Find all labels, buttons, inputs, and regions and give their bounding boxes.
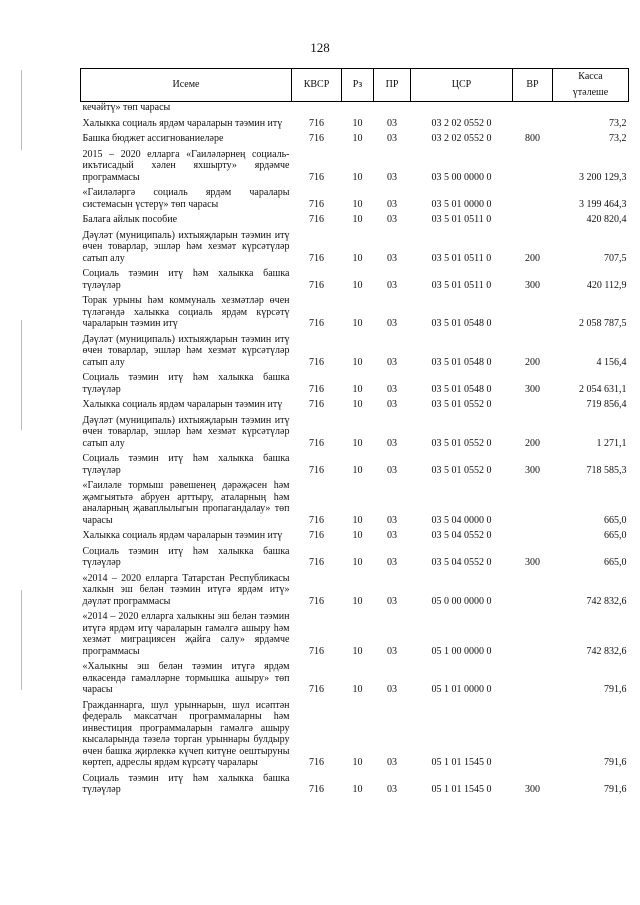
row-rz-cell: 10	[352, 437, 363, 449]
row-vr-cell	[513, 212, 553, 228]
header-vr: ВР	[513, 69, 553, 102]
row-kvsr-cell: 716	[309, 117, 324, 129]
row-pr-cell: 03	[387, 214, 397, 225]
row-vr-cell: 300	[525, 383, 540, 395]
row-name-cell: Башка бюджет ассигнованиеләре	[82, 133, 224, 144]
table-row	[81, 147, 629, 186]
row-vr-cell	[513, 698, 553, 771]
table-row	[81, 185, 629, 212]
row-csr-cell: 03 2 02 0552 0	[431, 117, 492, 129]
row-amount-cell: 791,6	[604, 684, 627, 695]
table-row	[81, 698, 629, 771]
row-vr-cell: 300	[525, 279, 540, 291]
row-vr-cell: 200	[525, 437, 540, 449]
row-csr-cell: 03 5 01 0511 0	[431, 214, 492, 225]
row-name-cell: «2014 – 2020 елларга халыкны эш белән тәэмин итүгә ярдәм итү чараларын гамәлгә ашыру һәм хезмәт миграциясен җайга салу» ярдәмче программасы	[82, 611, 290, 657]
row-pr-cell: 03	[387, 356, 397, 368]
row-name-cell: Балага айлык пособие	[82, 214, 178, 225]
row-amount-cell: 2 054 631,1	[579, 383, 627, 395]
table-row	[81, 571, 629, 610]
row-vr-cell	[513, 528, 553, 544]
table-row	[81, 370, 629, 397]
row-name-cell: Социаль тәэмин итү һәм халыкка башка түләүләр	[82, 268, 290, 291]
row-kvsr-cell: 716	[309, 595, 324, 607]
row-csr-cell: 05 1 00 0000 0	[431, 645, 492, 657]
row-name-cell: Халыкка социаль ярдәм чараларын тәэмин итү	[82, 399, 283, 410]
row-rz-cell: 10	[352, 171, 363, 183]
row-pr-cell: 03	[387, 383, 397, 395]
row-amount-cell: 2 058 787,5	[579, 318, 627, 329]
row-amount-cell: 665,0	[604, 514, 627, 526]
row-csr-cell: 05 1 01 0000 0	[431, 684, 492, 695]
row-pr-cell: 03	[387, 514, 397, 526]
table-row	[81, 293, 629, 332]
row-vr-cell	[513, 478, 553, 528]
row-kvsr-cell: 716	[309, 383, 324, 395]
row-kvsr-cell: 716	[309, 757, 324, 768]
row-amount-cell: 742 832,6	[586, 595, 627, 607]
margin-line	[21, 320, 22, 430]
row-kvsr-cell: 716	[309, 399, 324, 410]
row-name-cell: Халыкка социаль ярдәм чараларын тәэмин итү	[82, 117, 283, 129]
row-name-cell: Социаль тәэмин итү һәм халыкка башка түләүләр	[82, 372, 290, 395]
continuation-text: кечәйтү» төп чарасы	[82, 102, 171, 113]
row-kvsr-cell: 716	[309, 784, 324, 795]
row-name-cell: Дәүләт (муниципаль) ихтыяҗларын тәэмин итү өчен товарлар, эшләр һәм хезмәт күрсәтүләр сатып алу	[82, 414, 290, 449]
row-rz-cell: 10	[352, 684, 363, 695]
row-vr-cell	[513, 659, 553, 698]
row-pr-cell: 03	[387, 757, 397, 768]
row-name-cell: Дәүләт (муниципаль) ихтыяҗларын тәэмин итү өчен товарлар, эшләр һәм хезмәт күрсәтүләр сатып алу	[82, 229, 290, 264]
row-kvsr-cell: 716	[309, 684, 324, 695]
row-amount-cell: 718 585,3	[586, 464, 627, 476]
table-row	[81, 332, 629, 371]
header-rz: Рз	[342, 69, 374, 102]
row-pr-cell: 03	[387, 645, 397, 657]
row-amount-cell: 420 112,9	[586, 279, 627, 291]
row-vr-cell	[513, 147, 553, 186]
row-rz-cell: 10	[352, 133, 363, 144]
row-pr-cell: 03	[387, 437, 397, 449]
row-pr-cell: 03	[387, 399, 397, 410]
row-name-cell: Социаль тәэмин итү һәм халыкка башка түләүләр	[82, 453, 290, 476]
row-vr-cell: 300	[525, 784, 540, 795]
row-vr-cell: 300	[525, 464, 540, 476]
row-pr-cell: 03	[387, 684, 397, 695]
row-amount-cell: 420 820,4	[586, 214, 627, 225]
row-vr-cell	[513, 609, 553, 659]
row-vr-cell	[513, 116, 553, 132]
header-name: Исеме	[81, 69, 292, 102]
row-kvsr-cell: 716	[309, 318, 324, 329]
margin-line	[21, 70, 22, 150]
row-pr-cell: 03	[387, 530, 397, 541]
row-kvsr-cell: 716	[309, 437, 324, 449]
row-amount-cell: 3 200 129,3	[579, 171, 627, 183]
row-pr-cell: 03	[387, 117, 397, 129]
row-csr-cell: 03 5 00 0000 0	[431, 171, 492, 183]
row-csr-cell: 05 1 01 1545 0	[431, 757, 492, 768]
table-row	[81, 413, 629, 452]
header-kassa: Касса үтәлеше	[553, 69, 629, 102]
row-csr-cell: 03 5 01 0552 0	[431, 399, 492, 410]
row-rz-cell: 10	[352, 383, 363, 395]
row-pr-cell: 03	[387, 198, 397, 210]
row-amount-cell: 665,0	[604, 557, 627, 568]
row-vr-cell: 300	[525, 557, 540, 568]
row-rz-cell: 10	[352, 117, 363, 129]
row-rz-cell: 10	[352, 198, 363, 210]
table-row	[81, 609, 629, 659]
row-csr-cell: 05 1 01 1545 0	[431, 784, 492, 795]
row-amount-cell: 719 856,4	[586, 399, 627, 410]
row-amount-cell: 1 271,1	[596, 437, 627, 449]
row-rz-cell: 10	[352, 464, 363, 476]
row-rz-cell: 10	[352, 356, 363, 368]
row-csr-cell: 05 0 00 0000 0	[431, 595, 492, 607]
row-pr-cell: 03	[387, 279, 397, 291]
row-rz-cell: 10	[352, 557, 363, 568]
row-pr-cell: 03	[387, 557, 397, 568]
row-vr-cell: 200	[525, 356, 540, 368]
table-row	[81, 451, 629, 478]
continuation-row	[81, 102, 629, 116]
row-pr-cell: 03	[387, 464, 397, 476]
row-amount-cell: 791,6	[604, 784, 627, 795]
row-pr-cell: 03	[387, 171, 397, 183]
row-name-cell: «2014 – 2020 елларга Татарстан Республикасы халкын эш белән тәэмин итүгә ярдәм итү» дәүләт программасы	[82, 572, 290, 607]
row-name-cell: Халыкка социаль ярдәм чараларын тәэмин итү	[82, 530, 283, 541]
row-rz-cell: 10	[352, 595, 363, 607]
row-kvsr-cell: 716	[309, 171, 324, 183]
table-row	[81, 228, 629, 267]
row-amount-cell: 742 832,6	[586, 645, 627, 657]
header-kvsr: КВСР	[292, 69, 342, 102]
row-rz-cell: 10	[352, 214, 363, 225]
table-header-row	[81, 69, 629, 102]
row-kvsr-cell: 716	[309, 214, 324, 225]
row-kvsr-cell: 716	[309, 252, 324, 264]
row-kvsr-cell: 716	[309, 279, 324, 291]
row-pr-cell: 03	[387, 784, 397, 795]
row-pr-cell: 03	[387, 252, 397, 264]
row-vr-cell: 200	[525, 252, 540, 264]
row-csr-cell: 03 5 01 0511 0	[431, 252, 492, 264]
table-row	[81, 212, 629, 228]
row-kvsr-cell: 716	[309, 198, 324, 210]
row-name-cell: Торак урыны һәм коммуналь хезмәтләр өчен түләгәндә халыкка социаль ярдәм күрсәтү чараларын тәэмин итү	[82, 295, 290, 329]
header-pr: ПР	[374, 69, 411, 102]
row-rz-cell: 10	[352, 252, 363, 264]
row-kvsr-cell: 716	[309, 557, 324, 568]
row-name-cell: Социаль тәэмин итү һәм халыкка башка түләүләр	[82, 772, 290, 795]
row-rz-cell: 10	[352, 645, 363, 657]
row-csr-cell: 03 5 01 0000 0	[431, 198, 492, 210]
row-name-cell: «Халыкны эш белән тәэмин итүгә ярдәм өлкәсендә гамәлләрне тормышка ашыру» төп чарасы	[82, 661, 290, 695]
table-row	[81, 544, 629, 571]
row-kvsr-cell: 716	[309, 530, 324, 541]
table-row	[81, 131, 629, 147]
row-csr-cell: 03 5 01 0548 0	[431, 318, 492, 329]
row-name-cell: Гражданнарга, шул урыннарын, шул исәптән федераль максатчан программаларны һәм инвестиция программаларын гамәлгә ашыру кысаларында тәзелә торган урыннары булдыру өчен башка җирлеккә күчеп китүне оештыруны көртеп, адреслы ярдәм күрсәтү чаралары	[82, 699, 290, 768]
row-csr-cell: 03 5 04 0552 0	[431, 530, 492, 541]
row-csr-cell: 03 5 04 0552 0	[431, 557, 492, 568]
row-csr-cell: 03 5 01 0548 0	[431, 356, 492, 368]
row-name-cell: Социаль тәэмин итү һәм халыкка башка түләүләр	[82, 545, 290, 568]
header-csr: ЦСР	[411, 69, 513, 102]
row-csr-cell: 03 5 01 0552 0	[431, 464, 492, 476]
row-vr-cell: 800	[525, 133, 540, 144]
row-pr-cell: 03	[387, 595, 397, 607]
row-rz-cell: 10	[352, 318, 363, 329]
row-kvsr-cell: 716	[309, 356, 324, 368]
row-rz-cell: 10	[352, 279, 363, 291]
page-number: 128	[310, 40, 330, 55]
row-csr-cell: 03 5 04 0000 0	[431, 514, 492, 526]
row-rz-cell: 10	[352, 399, 363, 410]
row-amount-cell: 73,2	[609, 133, 627, 144]
row-amount-cell: 791,6	[604, 757, 627, 768]
row-csr-cell: 03 2 02 0552 0	[431, 133, 492, 144]
budget-table	[80, 68, 629, 798]
row-rz-cell: 10	[352, 757, 363, 768]
table-row	[81, 771, 629, 798]
row-rz-cell: 10	[352, 530, 363, 541]
row-amount-cell: 4 156,4	[596, 356, 627, 368]
row-amount-cell: 707,5	[604, 252, 627, 264]
row-name-cell: 2015 – 2020 елларга «Гаиләләрнең социаль-икътисадый хәлен яхшырту» ярдәмче программасы	[82, 148, 290, 183]
table-row	[81, 397, 629, 413]
row-rz-cell: 10	[352, 514, 363, 526]
row-kvsr-cell: 716	[309, 514, 324, 526]
table-row	[81, 116, 629, 132]
margin-line	[21, 590, 22, 690]
row-pr-cell: 03	[387, 318, 397, 329]
row-name-cell: «Гаиләләргә социаль ярдәм чаралары системасын үстерү» төп чарасы	[82, 187, 290, 210]
row-rz-cell: 10	[352, 784, 363, 795]
row-vr-cell	[513, 293, 553, 332]
row-vr-cell	[513, 397, 553, 413]
row-kvsr-cell: 716	[309, 133, 324, 144]
row-amount-cell: 73,2	[609, 117, 627, 129]
table-row	[81, 528, 629, 544]
row-pr-cell: 03	[387, 133, 397, 144]
row-vr-cell	[513, 571, 553, 610]
row-kvsr-cell: 716	[309, 645, 324, 657]
row-csr-cell: 03 5 01 0552 0	[431, 437, 492, 449]
row-name-cell: Дәүләт (муниципаль) ихтыяҗларын тәэмин итү өчен товарлар, эшләр һәм хезмәт күрсәтүләр сатып алу	[82, 333, 290, 368]
row-csr-cell: 03 5 01 0511 0	[431, 279, 492, 291]
row-amount-cell: 665,0	[604, 530, 627, 541]
row-name-cell: «Гаиләле тормыш рәвешенең дәрәҗәсен һәм җәмгыятьтә абруен арттыру, аталарның һәм аналарның җаваплылыгын пропагандалау» төп чарасы	[82, 480, 290, 526]
table-row	[81, 659, 629, 698]
row-csr-cell: 03 5 01 0548 0	[431, 383, 492, 395]
row-vr-cell	[513, 185, 553, 212]
table-row	[81, 478, 629, 528]
row-kvsr-cell: 716	[309, 464, 324, 476]
table-row	[81, 266, 629, 293]
row-amount-cell: 3 199 464,3	[579, 198, 627, 210]
